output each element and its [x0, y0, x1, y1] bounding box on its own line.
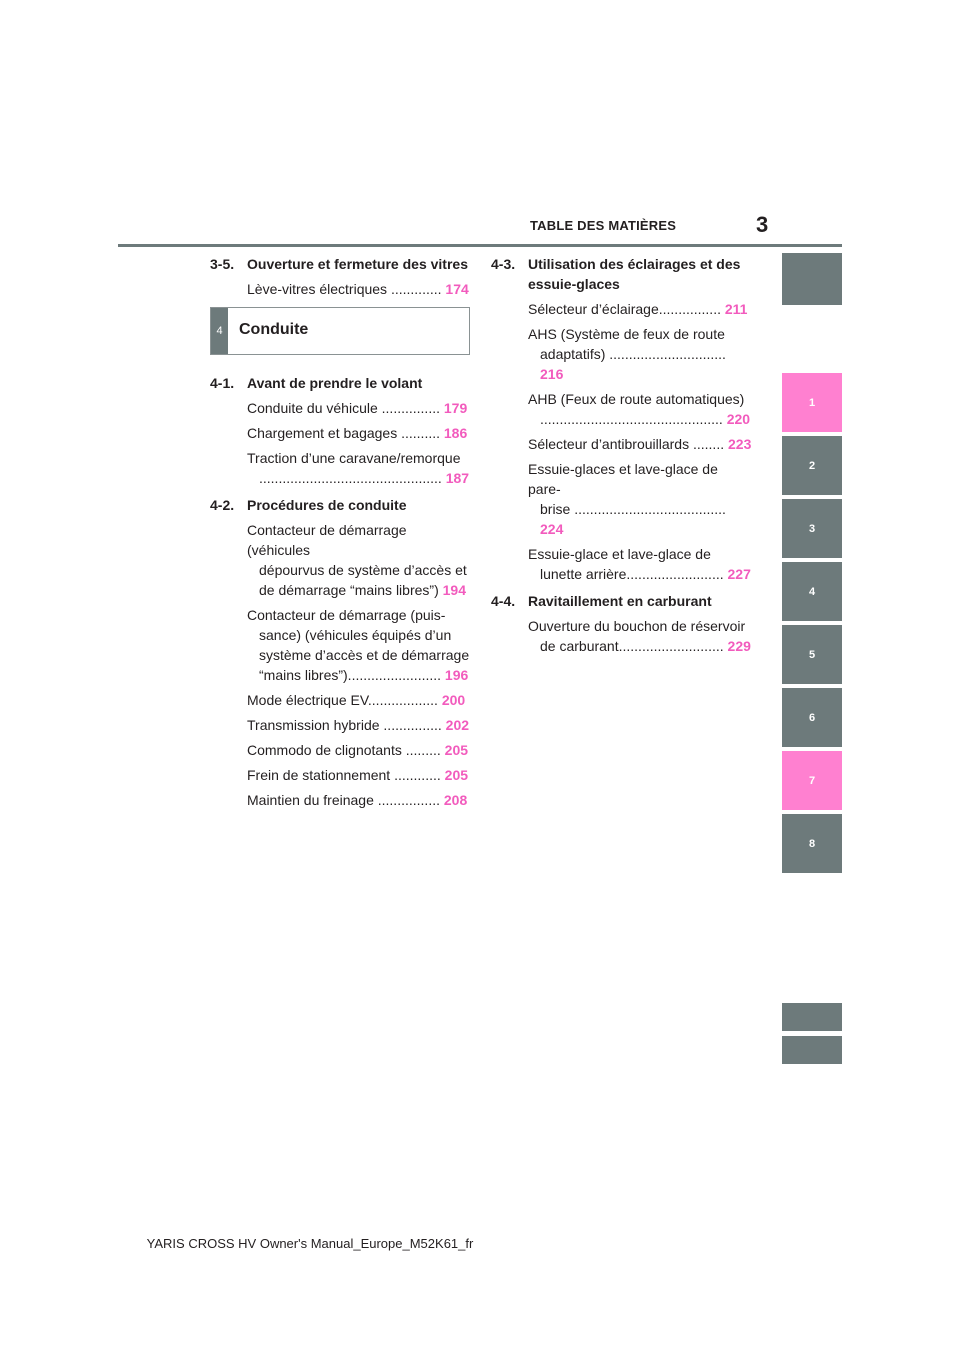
toc-section-4-4: [491, 591, 753, 656]
toc-entry[interactable]: [247, 740, 472, 760]
toc-entry-line: [247, 279, 472, 299]
toc-entry-text: brise .......................................: [540, 501, 726, 517]
toc-entry-line: [247, 665, 472, 685]
toc-entry-text: de démarrage “mains libres”): [259, 582, 439, 598]
toc-entry-line: [247, 398, 472, 418]
toc-entry[interactable]: [528, 389, 753, 429]
section-heading: [210, 495, 472, 515]
chapter-tab[interactable]: [782, 1036, 842, 1064]
toc-section-4-3: [491, 254, 753, 584]
toc-entry-text: Traction d’une caravane/remorque: [247, 450, 461, 466]
toc-entry-text: Essuie-glace et lave-glace de: [528, 546, 711, 562]
toc-entry-text: sance) (véhicules équipés d’un: [259, 627, 452, 643]
toc-entry[interactable]: [528, 616, 753, 656]
toc-entry-text: Essuie-glaces et lave-glace de pare-: [528, 461, 718, 497]
toc-entry-line: [247, 790, 472, 810]
toc-entry-line: [528, 499, 753, 539]
section-number: 4-4.: [491, 593, 516, 609]
chapter-tab-2[interactable]: 2: [782, 436, 842, 495]
toc-page-number[interactable]: 227: [727, 566, 751, 582]
chapter-heading-box: [210, 307, 470, 355]
toc-page-number[interactable]: 208: [443, 792, 468, 808]
toc-entry-text: Chargement et bagages ..........: [247, 425, 440, 441]
toc-page-number[interactable]: 205: [444, 742, 469, 758]
toc-entry[interactable]: [528, 324, 753, 384]
toc-page-number[interactable]: 220: [726, 411, 751, 427]
toc-entry-text: ...............................................: [540, 411, 723, 427]
toc-page-number[interactable]: 211: [724, 301, 748, 317]
section-heading: [491, 591, 753, 611]
toc-entry[interactable]: [247, 690, 472, 710]
toc-entry[interactable]: [247, 605, 472, 685]
toc-entry[interactable]: [247, 520, 472, 600]
toc-page-number[interactable]: 174: [445, 281, 469, 297]
chapter-tab-4[interactable]: 4: [782, 562, 842, 621]
chapter-tab[interactable]: [782, 253, 842, 305]
toc-page-number[interactable]: 196: [444, 667, 469, 683]
toc-entry[interactable]: [528, 299, 753, 319]
chapter-tab-6[interactable]: 6: [782, 688, 842, 747]
toc-page-number[interactable]: 223: [728, 436, 752, 452]
toc-page-number[interactable]: 200: [441, 692, 466, 708]
toc-entry-line: [247, 580, 472, 600]
toc-page-number[interactable]: 216: [540, 366, 564, 382]
chapter-tab-5[interactable]: 5: [782, 625, 842, 684]
toc-entry[interactable]: [247, 448, 472, 488]
toc-entry-text: Sélecteur d’antibrouillards ........: [528, 436, 725, 452]
toc-page-number[interactable]: 179: [443, 400, 468, 416]
toc-section-4-2: [210, 495, 472, 810]
section-title: Ravitaillement en carburant: [528, 593, 712, 609]
toc-entry[interactable]: [247, 398, 472, 418]
toc-entry-line: [528, 299, 753, 319]
section-number: 3-5.: [210, 256, 235, 272]
toc-page-number[interactable]: 186: [443, 425, 468, 441]
toc-entry[interactable]: [247, 765, 472, 785]
page-number: 3: [756, 212, 769, 237]
section-title: Procédures de conduite: [247, 497, 407, 513]
toc-entry-line: [247, 690, 472, 710]
toc-entry-text: Frein de stationnement ............: [247, 767, 441, 783]
toc-entry-text: adaptatifs) ..............................: [540, 346, 726, 362]
toc-left-column: [210, 254, 472, 815]
toc-entry-line: [528, 409, 753, 429]
toc-page-number[interactable]: 229: [727, 638, 751, 654]
section-title: Avant de prendre le volant: [247, 375, 423, 391]
toc-entry[interactable]: [247, 715, 472, 735]
toc-entry-text: Mode électrique EV..................: [247, 692, 438, 708]
toc-entry-line: [528, 636, 753, 656]
toc-entry-text: Transmission hybride ...............: [247, 717, 442, 733]
toc-page-number[interactable]: 205: [444, 767, 469, 783]
section-title: Utilisation des éclairages et des essuie-glaces: [528, 256, 741, 292]
toc-entry-line: [247, 423, 472, 443]
toc-entry[interactable]: [247, 423, 472, 443]
toc-page-number[interactable]: 187: [445, 470, 470, 486]
header-rule: [118, 244, 842, 247]
toc-entry-line: [528, 434, 753, 454]
toc-entry-text: Maintien du freinage ................: [247, 792, 440, 808]
toc-entry-line: [528, 344, 753, 384]
chapter-tab-8[interactable]: 8: [782, 814, 842, 873]
toc-entry-line: [247, 740, 472, 760]
toc-entry[interactable]: [528, 434, 753, 454]
toc-right-column: [491, 254, 753, 661]
toc-entry-line: [247, 765, 472, 785]
toc-entry-text: dépourvus de système d’accès et: [259, 562, 467, 578]
toc-entry[interactable]: [528, 544, 753, 584]
chapter-title: Conduite: [239, 321, 309, 338]
toc-section-4-1: [210, 373, 472, 488]
chapter-number-tab: 4: [211, 308, 228, 354]
toc-entry-line: [247, 715, 472, 735]
section-title: Ouverture et fermeture des vitres: [247, 256, 468, 272]
toc-entry-text: Conduite du véhicule ...............: [247, 400, 440, 416]
toc-entry-text: ...............................................: [259, 470, 442, 486]
chapter-tab-7[interactable]: 7: [782, 751, 842, 810]
footer: [0, 1236, 960, 1251]
toc-entry-text: “mains libres”)........................: [259, 667, 442, 683]
toc-entry[interactable]: [247, 279, 472, 299]
toc-entry-text: Lève-vitres électriques .............: [247, 281, 442, 297]
toc-entry[interactable]: [528, 459, 753, 539]
toc-entry-text: lunette arrière.........................: [540, 566, 724, 582]
toc-entry-text: Contacteur de démarrage (puis-: [247, 607, 446, 623]
section-heading: [210, 373, 472, 393]
chapter-tab-3[interactable]: 3: [782, 499, 842, 558]
toc-entry-line: [528, 564, 753, 584]
footer-text: YARIS CROSS HV Owner's Manual_Europe_M52K61_fr: [146, 1236, 474, 1251]
toc-page-number[interactable]: 224: [540, 521, 564, 537]
section-number: 4-2.: [210, 497, 235, 513]
toc-entry-text: AHB (Feux de route automatiques): [528, 391, 745, 407]
chapter-tab[interactable]: [782, 1003, 842, 1031]
toc-page-number[interactable]: 194: [442, 582, 466, 598]
toc-entry-text: système d’accès et de démarrage: [259, 647, 470, 663]
section-number: 4-1.: [210, 375, 235, 391]
header-title: TABLE DES MATIÈRES: [530, 218, 677, 233]
toc-entry-text: Contacteur de démarrage (véhicules: [247, 522, 407, 558]
toc-entry-text: Ouverture du bouchon de réservoir: [528, 618, 746, 634]
toc-entry-text: de carburant...........................: [540, 638, 724, 654]
toc-page-number[interactable]: 202: [445, 717, 470, 733]
chapter-tab-1[interactable]: 1: [782, 373, 842, 432]
section-number: 4-3.: [491, 256, 516, 272]
section-heading: [491, 254, 753, 294]
toc-entry-line: [247, 468, 472, 488]
toc-section-3-5: [210, 254, 472, 299]
toc-entry[interactable]: [247, 790, 472, 810]
toc-entry-text: AHS (Système de feux de route: [528, 326, 725, 342]
section-heading: [210, 254, 472, 274]
toc-entry-text: Commodo de clignotants .........: [247, 742, 441, 758]
toc-entry-text: Sélecteur d’éclairage................: [528, 301, 721, 317]
